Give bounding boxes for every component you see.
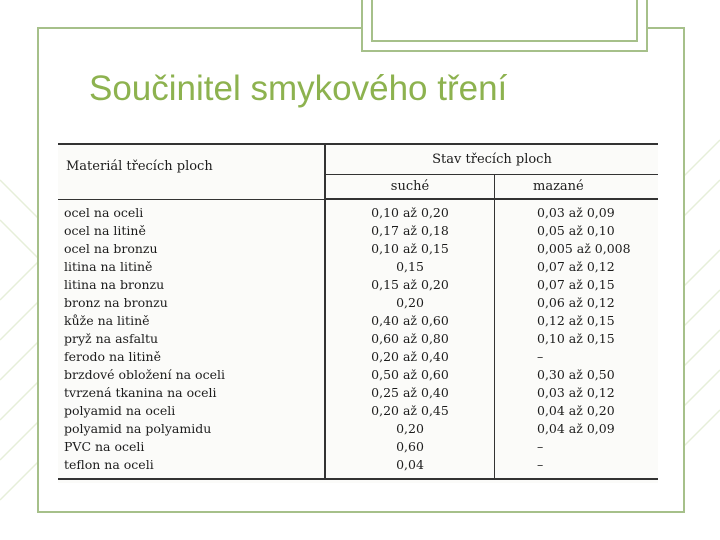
lubricated-value-cell: 0,03 až 0,09	[537, 205, 615, 220]
dry-value-cell: 0,20	[325, 294, 495, 312]
dry-value-cell: 0,20 až 0,40	[325, 348, 495, 366]
table-row	[58, 348, 658, 366]
material-cell: litina na litině	[58, 258, 325, 276]
table-row	[58, 402, 658, 420]
dry-value-cell: 0,17 až 0,18	[325, 222, 495, 240]
lubricated-value-cell: 0,07 až 0,12	[537, 259, 615, 274]
material-cell: kůže na litině	[58, 312, 325, 330]
table-row	[58, 420, 658, 438]
table-row	[58, 204, 658, 222]
dry-value-cell: 0,40 až 0,60	[325, 312, 495, 330]
table-row	[58, 222, 658, 240]
lubricated-value-cell: 0,30 až 0,50	[537, 367, 615, 382]
material-cell: teflon na oceli	[58, 456, 325, 474]
material-cell: pryž na asfaltu	[58, 330, 325, 348]
header-surface-state: Stav třecích ploch	[325, 144, 658, 175]
material-cell: tvrzená tkanina na oceli	[58, 384, 325, 402]
dry-value-cell: 0,04	[325, 456, 495, 474]
material-cell: polyamid na oceli	[58, 402, 325, 420]
lubricated-value-cell: 0,005 až 0,008	[537, 241, 631, 256]
table-row	[58, 258, 658, 276]
dry-value-cell: 0,10 až 0,20	[325, 204, 495, 222]
table-row	[58, 312, 658, 330]
material-cell: brzdové obložení na oceli	[58, 366, 325, 384]
lubricated-value-cell: 0,03 až 0,12	[537, 385, 615, 400]
dry-value-cell: 0,50 až 0,60	[325, 366, 495, 384]
table-row	[58, 240, 658, 258]
lubricated-value-cell: –	[537, 439, 544, 454]
material-cell: polyamid na polyamidu	[58, 420, 325, 438]
decorative-tab-inner	[371, 0, 638, 42]
lubricated-value-cell: 0,06 až 0,12	[537, 295, 615, 310]
dry-value-cell: 0,60	[325, 438, 495, 456]
friction-table-container	[58, 143, 658, 483]
material-cell: litina na bronzu	[58, 276, 325, 294]
table-row	[58, 294, 658, 312]
lubricated-value-cell: 0,04 až 0,20	[537, 403, 615, 418]
lubricated-value-cell: 0,10 až 0,15	[537, 331, 615, 346]
material-cell: ocel na bronzu	[58, 240, 325, 258]
table-body	[58, 199, 658, 479]
dry-value-cell: 0,15	[325, 258, 495, 276]
table-row	[58, 456, 658, 474]
lubricated-value-cell: –	[537, 457, 544, 472]
dry-value-cell: 0,60 až 0,80	[325, 330, 495, 348]
dry-value-cell: 0,20 až 0,45	[325, 402, 495, 420]
slide-title: Součinitel smykového tření	[89, 69, 508, 108]
lubricated-value-cell: 0,05 až 0,10	[537, 223, 615, 238]
table-row	[58, 438, 658, 456]
dry-value-cell: 0,25 až 0,40	[325, 384, 495, 402]
friction-table	[58, 143, 658, 480]
table-row	[58, 330, 658, 348]
table-row	[58, 366, 658, 384]
material-cell: PVC na oceli	[58, 438, 325, 456]
header-material: Materiál třecích ploch	[58, 144, 325, 199]
material-cell: ferodo na litině	[58, 348, 325, 366]
header-lubricated: mazané	[495, 175, 659, 200]
lubricated-value-cell: 0,04 až 0,09	[537, 421, 615, 436]
header-dry: suché	[325, 175, 495, 200]
lubricated-value-cell: –	[537, 349, 544, 364]
dry-value-cell: 0,10 až 0,15	[325, 240, 495, 258]
table-row	[58, 384, 658, 402]
material-cell: ocel na litině	[58, 222, 325, 240]
material-cell: ocel na oceli	[58, 204, 325, 222]
dry-value-cell: 0,15 až 0,20	[325, 276, 495, 294]
table-row	[58, 276, 658, 294]
dry-value-cell: 0,20	[325, 420, 495, 438]
lubricated-value-cell: 0,07 až 0,15	[537, 277, 615, 292]
lubricated-value-cell: 0,12 až 0,15	[537, 313, 615, 328]
material-cell: bronz na bronzu	[58, 294, 325, 312]
